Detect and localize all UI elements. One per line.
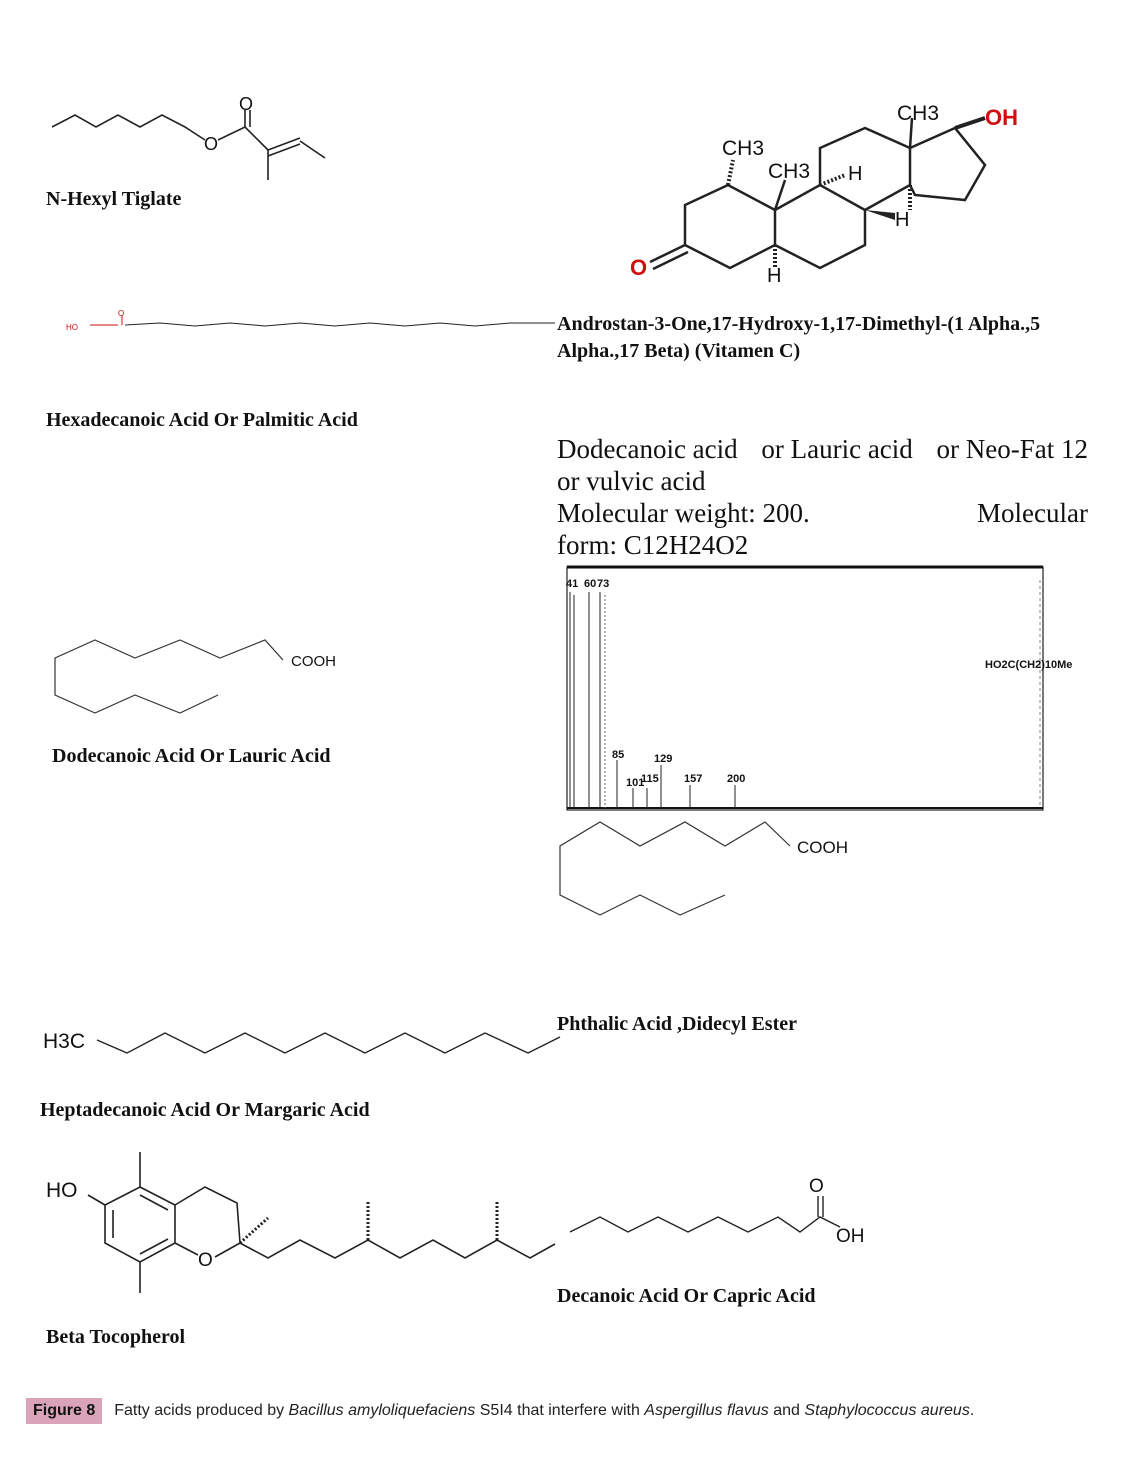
atom-oh: OH [985, 105, 1018, 130]
molecular-formula: form: C12H24O2 [557, 530, 749, 560]
androstanone-label [557, 311, 1097, 365]
info-name-a: Dodecanoic acid [557, 434, 738, 464]
info-line3 [557, 497, 1088, 529]
peak-label: 60 [584, 578, 597, 590]
peak-label: 41 [566, 578, 579, 590]
hexyl-tiglate-label: N-Hexyl Tiglate [46, 188, 182, 210]
caption-part: . [969, 1402, 975, 1419]
caption-part: that interfere with [512, 1402, 645, 1419]
info-line2: or vulvic acid [557, 466, 706, 496]
organism-name: Staphylococcus aureus [804, 1402, 970, 1419]
phthalic-acid-label: Phthalic Acid ,Didecyl Ester [557, 1013, 797, 1035]
peak-label: 115 [641, 773, 659, 785]
atom-cooh: COOH [291, 653, 336, 670]
androstanone-label-line1: Androstan-3-One,17-Hydroxy-1,17-Dimethyl-(1 Alpha.,5 [557, 313, 1041, 335]
info-line1 [557, 433, 1088, 465]
atom-o: O [630, 255, 648, 280]
atom-ch3: CH3 [768, 160, 811, 183]
molecular-form-prefix: Molecular [977, 498, 1088, 528]
peak-label: 101 [626, 777, 645, 789]
atom-o: O [118, 309, 125, 318]
atom-h: H [848, 163, 863, 185]
androstanone-label-line2: Alpha.,17 Beta) (Vitamen C) [557, 340, 801, 362]
atom-ho: HO [46, 1179, 78, 1202]
atom-cooh: COOH [797, 838, 848, 857]
peak-label: 200 [727, 773, 746, 785]
figure-caption-text [114, 1402, 974, 1420]
peak-label: 85 [612, 749, 625, 761]
info-name-b: or Lauric acid [761, 434, 913, 464]
info-name-c: or Neo-Fat 12 [936, 434, 1088, 464]
atom-o: O [239, 94, 254, 114]
lauric-acid-info [557, 433, 1088, 561]
atom-h: H [767, 265, 782, 287]
atom-ch3: CH3 [722, 137, 765, 160]
caption-part: and [768, 1402, 805, 1419]
atom-ho: HO [66, 323, 78, 332]
tocopherol-label: Beta Tocopherol [46, 1326, 186, 1348]
lauric-acid-left-label: Dodecanoic Acid Or Lauric Acid [52, 745, 331, 767]
margaric-acid-label: Heptadecanoic Acid Or Margaric Acid [40, 1099, 370, 1121]
figure-tag: Figure 8 [26, 1398, 102, 1424]
palmitic-acid-label: Hexadecanoic Acid Or Palmitic Acid [46, 409, 358, 431]
capric-acid-label: Decanoic Acid Or Capric Acid [557, 1285, 816, 1307]
inset-formula: HO2C(CH2)10Me [985, 659, 1073, 671]
peak-label: 73 [597, 578, 610, 590]
atom-o: O [809, 1176, 824, 1197]
figure-caption [26, 1398, 974, 1424]
atom-h: H [895, 209, 910, 231]
atom-oh: OH [836, 1226, 865, 1247]
strain: S5I4 [475, 1402, 513, 1419]
atom-h3c: H3C [43, 1030, 86, 1053]
peak-label: 157 [684, 773, 703, 785]
caption-part: Fatty acids produced by [114, 1402, 289, 1419]
atom-o: O [198, 1250, 213, 1271]
organism-name: Bacillus amyloliquefaciens [288, 1402, 476, 1419]
peak-label: 129 [654, 753, 673, 765]
molecular-weight: Molecular weight: 200. [557, 498, 810, 528]
atom-ch3: CH3 [897, 102, 940, 125]
atom-o: O [204, 134, 219, 154]
organism-name: Aspergillus flavus [644, 1402, 769, 1419]
